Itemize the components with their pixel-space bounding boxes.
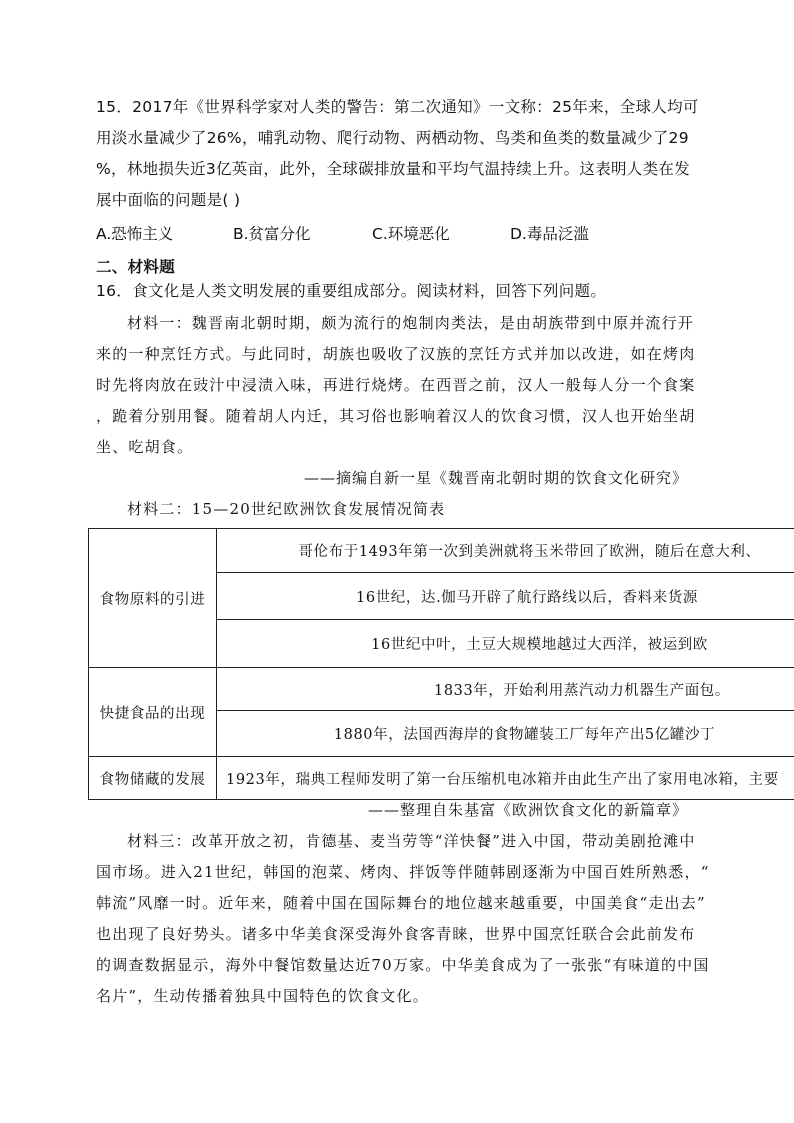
table-cell-2-1: 1833年，开始利用蒸汽动力机器生产面包。 bbox=[217, 668, 794, 711]
option-b[interactable]: B.贫富分化 bbox=[233, 225, 311, 243]
m2-title: 材料二：15—20世纪欧洲饮食发展情况简表 bbox=[127, 500, 446, 518]
option-d[interactable]: D.毒品泛滥 bbox=[510, 225, 589, 243]
table-cell-3-1: 1923年，瑞典工程师发明了第一台压缩机电冰箱并由此生产出了家用电冰箱，主要 bbox=[217, 757, 794, 800]
m1-source: ——摘编自新一星《魏晋南北朝时期的饮食文化研究》 bbox=[303, 469, 688, 487]
table-category-1: 食物原料的引进 bbox=[89, 529, 217, 668]
table-cell-1-1: 哥伦布于1493年第一次到美洲就将玉米带回了欧洲，随后在意大利、 bbox=[217, 529, 794, 573]
table-cell-2-2: 1880年，法国西海岸的食物罐装工厂每年产出5亿罐沙丁 bbox=[217, 711, 794, 757]
m3-line-3: 韩流”风靡一时。近年来，随着中国在国际舞台的地位越来越重要，中国美食“走出去” bbox=[96, 894, 706, 912]
table-cell-1-3: 16世纪中叶，土豆大规模地越过大西洋，被运到欧 bbox=[217, 620, 794, 668]
diet-development-table bbox=[88, 528, 794, 800]
q15-options bbox=[96, 222, 696, 244]
m3-line-1: 材料三：改革开放之初，肯德基、麦当劳等“洋快餐”进入中国，带动美剧抢滩中 bbox=[127, 832, 696, 850]
m1-line-2: 来的一种烹饪方式。与此同时，胡族也吸收了汉族的烹饪方式并加以改进，如在烤肉 bbox=[96, 345, 696, 363]
m1-line-4: ，跪着分别用餐。随着胡人内迁，其习俗也影响着汉人的饮食习惯，汉人也开始坐胡 bbox=[96, 407, 696, 425]
m3-line-4: 也出现了良好势头。诸多中华美食深受海外食客青睐，世界中国烹饪联合会此前发布 bbox=[96, 925, 696, 943]
table-cell-1-2: 16世纪，达.伽马开辟了航行路线以后，香料来货源 bbox=[217, 573, 794, 620]
m3-line-2: 国市场。进入21世纪，韩国的泡菜、烤肉、拌饭等伴随韩剧逐渐为中国百姓所熟悉，“ bbox=[96, 863, 710, 881]
m1-line-5: 坐、吃胡食。 bbox=[96, 438, 194, 456]
q16-stem: 16．食文化是人类文明发展的重要组成部分。阅读材料，回答下列问题。 bbox=[96, 282, 607, 300]
m2-source: ——整理自朱基富《欧洲饮食文化的新篇章》 bbox=[367, 801, 688, 819]
m3-line-5: 的调查数据显示，海外中餐馆数量达近70万家。中华美食成为了一张张“有味道的中国 bbox=[96, 956, 710, 974]
q15-line-3: %，林地损失近3亿英亩，此外，全球碳排放量和平均气温持续上升。这表明人类在发 bbox=[96, 160, 690, 178]
section-title: 二、材料题 bbox=[96, 258, 176, 276]
m3-line-6: 名片”，生动传播着独具中国特色的饮食文化。 bbox=[96, 987, 429, 1005]
m1-line-3: 时先将肉放在豉汁中浸渍入味，再进行烧烤。在西晋之前，汉人一般每人分一个食案 bbox=[96, 376, 696, 394]
table-category-3: 食物储藏的发展 bbox=[89, 757, 217, 800]
option-a[interactable]: A.恐怖主义 bbox=[96, 225, 174, 243]
q15-line-4: 展中面临的问题是( ) bbox=[96, 191, 241, 209]
option-c[interactable]: C.环境恶化 bbox=[372, 225, 450, 243]
q15-line-1: 15．2017年《世界科学家对人类的警告：第二次通知》一文称：25年来，全球人均可 bbox=[96, 98, 699, 116]
m1-line-1: 材料一：魏晋南北朝时期，颇为流行的炮制肉类法，是由胡族带到中原并流行开 bbox=[127, 314, 695, 332]
table-category-2: 快捷食品的出现 bbox=[89, 668, 217, 757]
q15-line-2: 用淡水量减少了26%，哺乳动物、爬行动物、两栖动物、鸟类和鱼类的数量减少了29 bbox=[96, 129, 689, 147]
